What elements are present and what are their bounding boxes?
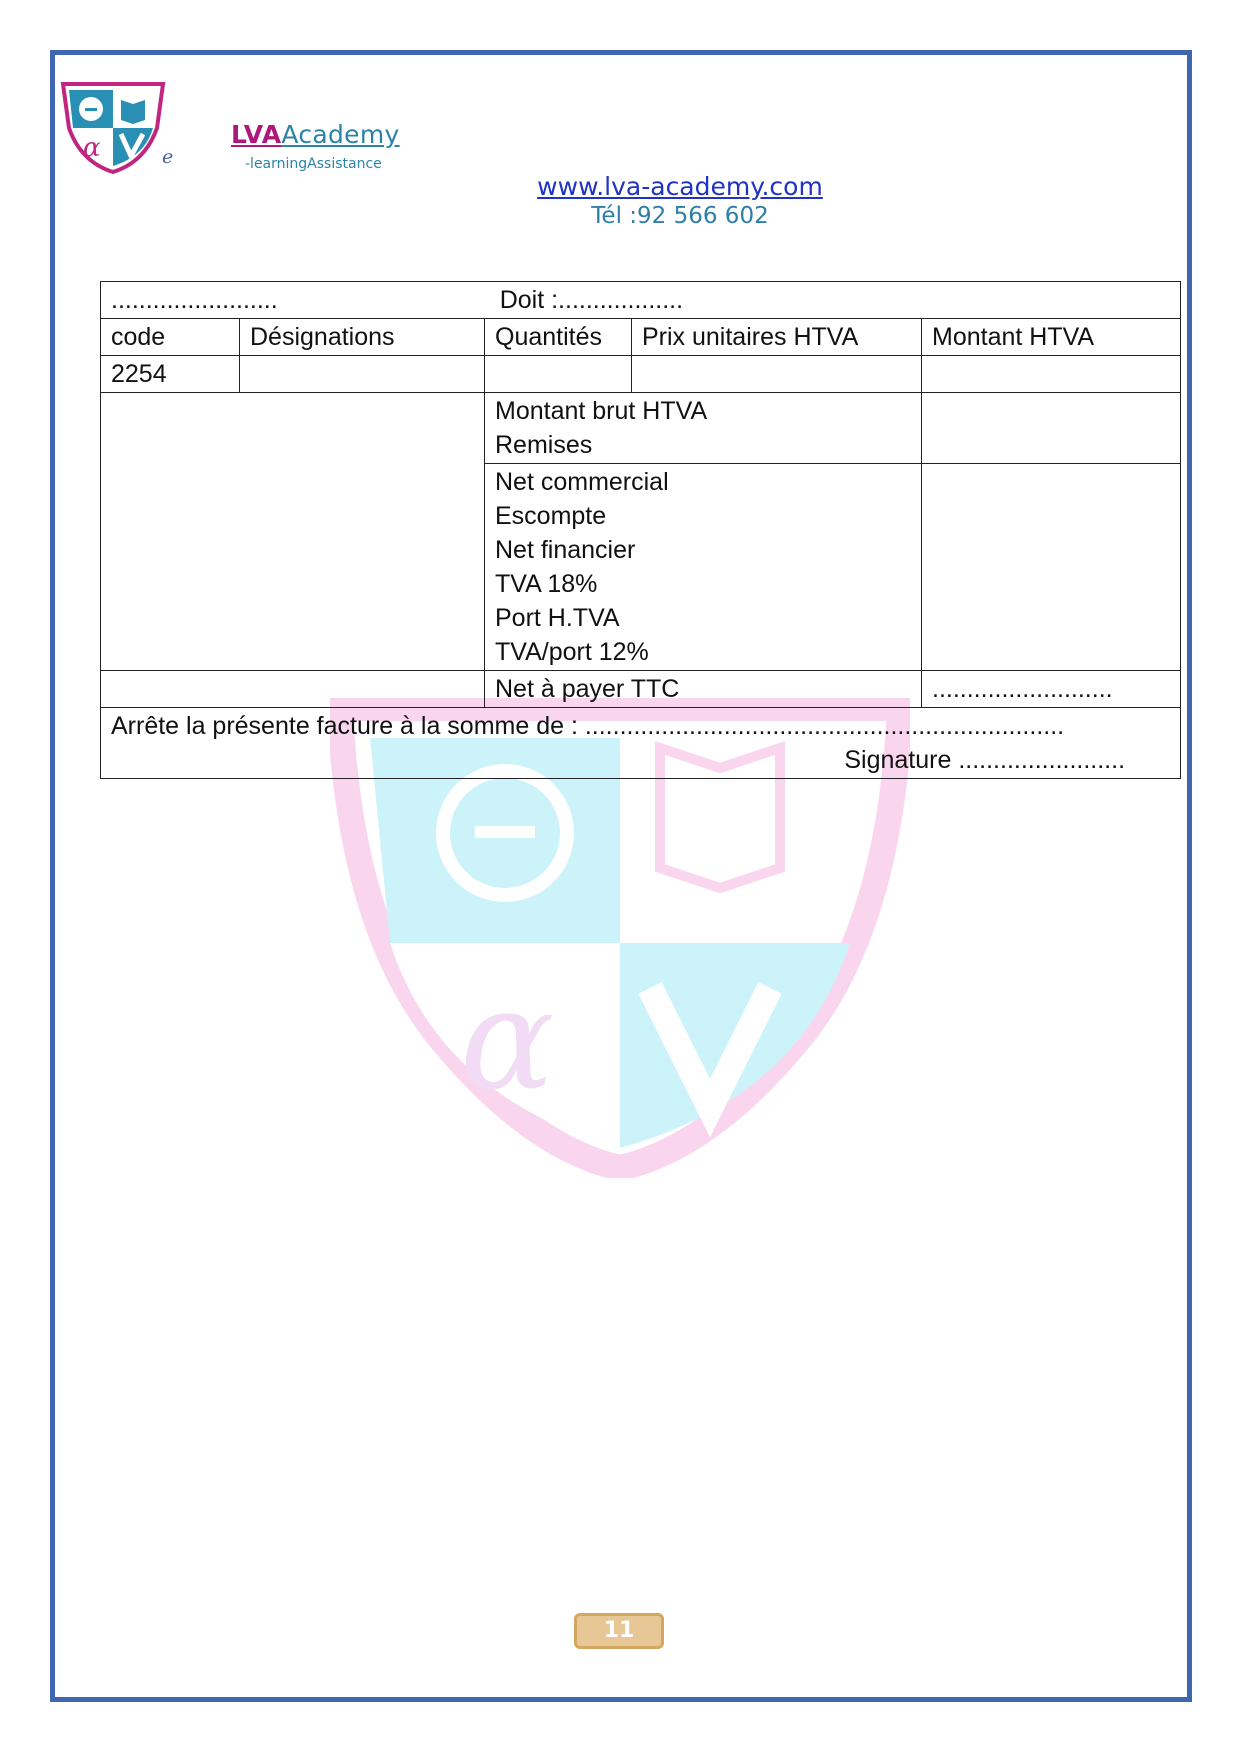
net-a-payer-value: .......................... xyxy=(922,671,1181,708)
summary-row-brut xyxy=(101,393,1181,464)
net-left-blank xyxy=(101,671,485,708)
arrete-row xyxy=(101,708,1181,779)
svg-text:α: α xyxy=(83,133,101,163)
website-link[interactable]: www.lva-academy.com xyxy=(537,172,823,201)
brand-name xyxy=(231,120,400,149)
invoice-doit: Doit :.................. xyxy=(499,286,684,314)
cell-code: 2254 xyxy=(101,356,240,393)
phone-number: Tél :92 566 602 xyxy=(591,203,769,229)
svg-text:α: α xyxy=(460,959,555,1122)
invoice-header-row xyxy=(101,282,1181,319)
col-prix-header: Prix unitaires HTVA xyxy=(632,319,922,356)
invoice-table xyxy=(100,281,1181,779)
column-header-row xyxy=(101,319,1181,356)
brand-lva: LVA xyxy=(231,120,282,149)
table-row xyxy=(101,356,1181,393)
cell-prix xyxy=(632,356,922,393)
cell-quantite xyxy=(485,356,632,393)
col-montant-header: Montant HTVA xyxy=(922,319,1181,356)
summary-montant-brut: Montant brut HTVA xyxy=(495,397,708,425)
signature-line: Signature ........................ xyxy=(844,746,1126,774)
net-a-payer-row xyxy=(101,671,1181,708)
page-number-badge: 11 xyxy=(574,1613,664,1649)
cell-montant xyxy=(922,356,1181,393)
logo-e-mark: e xyxy=(162,146,174,168)
invoice-client-blank: ........................ xyxy=(111,286,278,314)
col-designations-header: Désignations xyxy=(240,319,485,356)
summary-port: Port H.TVA xyxy=(495,604,620,632)
summary-escompte: Escompte xyxy=(495,502,607,530)
brand-tagline: -learningAssistance xyxy=(245,156,382,172)
cell-designation xyxy=(240,356,485,393)
lva-academy-logo xyxy=(57,78,169,174)
summary-tva-port: TVA/port 12% xyxy=(495,638,649,666)
summary-net-value xyxy=(922,464,1181,671)
summary-group-brut xyxy=(485,393,922,464)
arrete-text: Arrête la présente facture à la somme de : ..................................................................... xyxy=(111,712,1065,740)
summary-net-financier: Net financier xyxy=(495,536,636,564)
col-quantites-header: Quantités xyxy=(485,319,632,356)
summary-remises: Remises xyxy=(495,431,593,459)
summary-group-net xyxy=(485,464,922,671)
summary-left-blank xyxy=(101,393,485,671)
brand-academy: Academy xyxy=(281,120,400,149)
summary-tva: TVA 18% xyxy=(495,570,598,598)
summary-brut-value xyxy=(922,393,1181,464)
net-a-payer-label: Net à payer TTC xyxy=(485,671,922,708)
col-code-header: code xyxy=(101,319,240,356)
summary-net-commercial: Net commercial xyxy=(495,468,669,496)
